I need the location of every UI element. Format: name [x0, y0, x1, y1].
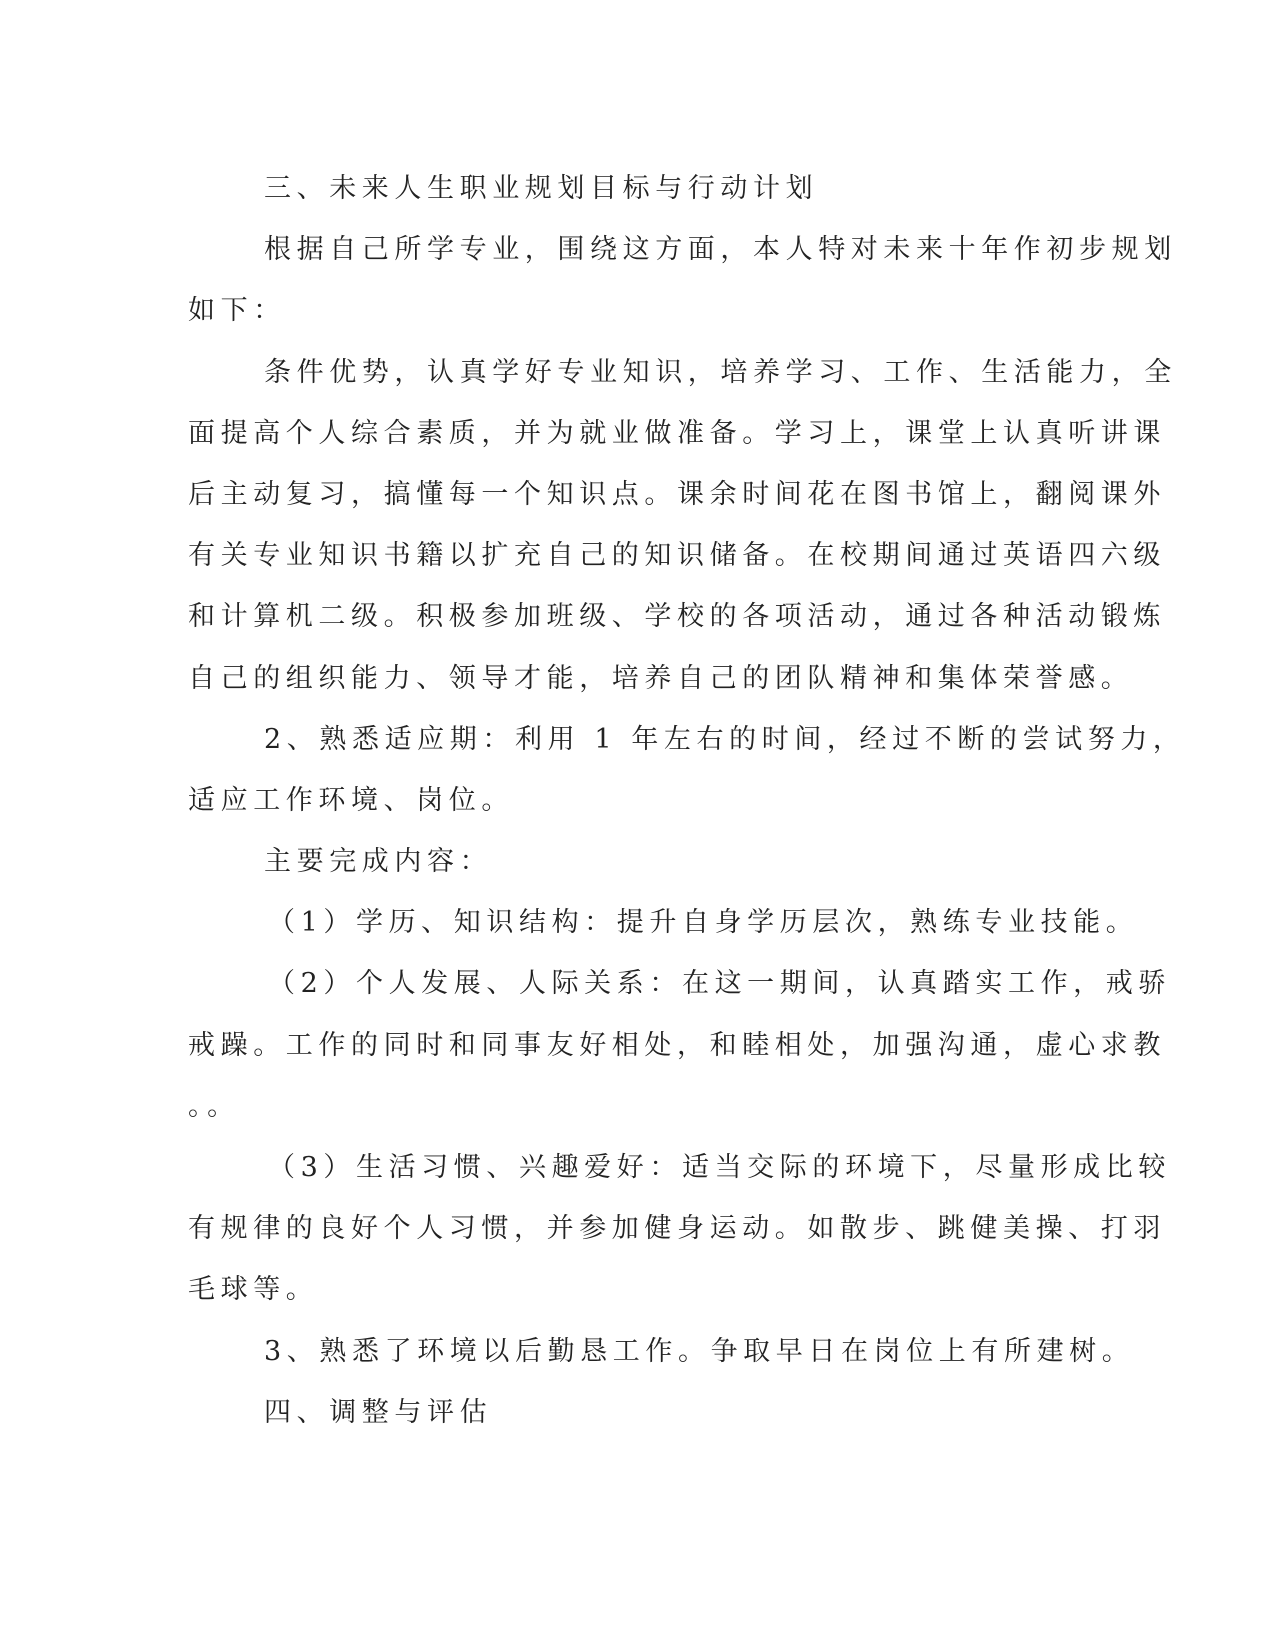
paragraph-line: 条件优势，认真学好专业知识，培养学习、工作、生活能力，全 [264, 356, 1177, 388]
paragraph-line: 面提高个人综合素质，并为就业做准备。学习上，课堂上认真听讲课 [188, 417, 1166, 449]
paragraph-line: 适应工作环境、岗位。 [188, 784, 514, 816]
paragraph-line: 自己的组织能力、领导才能，培养自己的团队精神和集体荣誉感。 [188, 662, 1134, 694]
list-item-line: 戒躁。工作的同时和同事友好相处，和睦相处，加强沟通，虚心求教 [188, 1029, 1166, 1061]
paragraph-line: 根据自己所学专业，围绕这方面，本人特对未来十年作初步规划 [264, 234, 1177, 266]
section-heading-3: 三、未来人生职业规划目标与行动计划 [264, 173, 819, 204]
paragraph-line: 后主动复习，搞懂每一个知识点。课余时间花在图书馆上，翻阅课外 [188, 478, 1166, 510]
list-item-line: 毛球等。 [188, 1274, 319, 1306]
list-item-line: （2）个人发展、人际关系：在这一期间，认真踏实工作，戒骄 [268, 968, 1171, 1000]
paragraph-line: 和计算机二级。积极参加班级、学校的各项活动，通过各种活动锻炼 [188, 601, 1166, 633]
document-body [188, 158, 1186, 1443]
paragraph-line: 有关专业知识书籍以扩充自己的知识储备。在校期间通过英语四六级 [188, 540, 1166, 572]
list-item-line: （3）生活习惯、兴趣爱好：适当交际的环境下，尽量形成比较 [268, 1152, 1171, 1183]
list-item-line: 有规律的良好个人习惯，并参加健身运动。如散步、跳健美操、打羽 [188, 1213, 1166, 1245]
paragraph-line: 3、熟悉了环境以后勤恳工作。争取早日在岗位上有所建树。 [264, 1335, 1135, 1367]
list-item-line: 。。 [188, 1090, 240, 1122]
paragraph-line: 2、熟悉适应期：利用 1 年左右的时间，经过不断的尝试努力， [264, 723, 1186, 755]
list-item-line: （1）学历、知识结构：提升自身学历层次，熟练专业技能。 [268, 907, 1139, 939]
section-heading-4: 四、调整与评估 [264, 1396, 493, 1428]
paragraph-line: 主要完成内容： [264, 846, 493, 878]
paragraph-line: 如下： [188, 295, 286, 327]
